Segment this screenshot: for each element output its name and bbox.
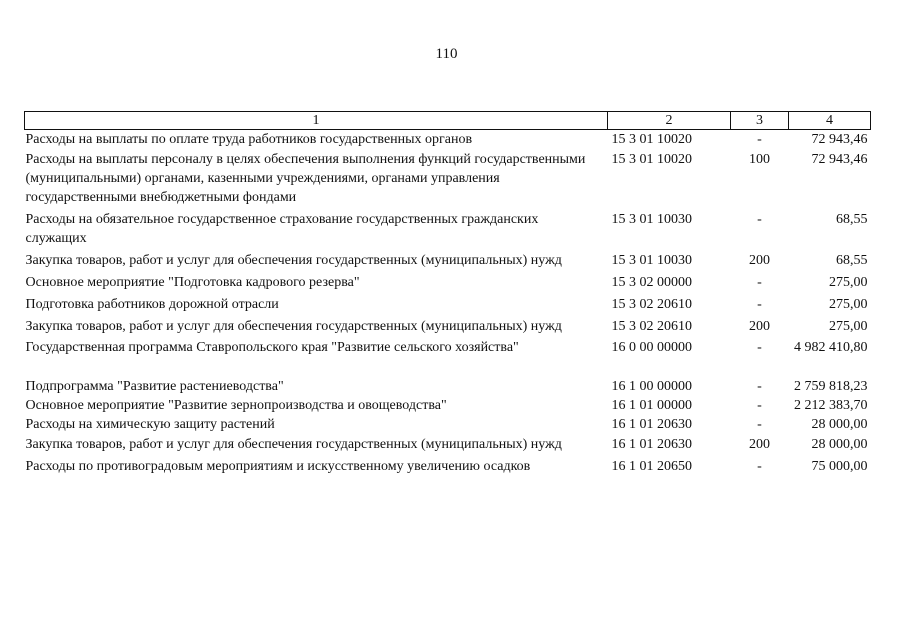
- row-kind: -: [757, 459, 762, 474]
- row-code: 15 3 01 10020: [611, 152, 692, 167]
- row-name: Расходы по противоградовым мероприятиям и искусственному увеличению осадков: [25, 459, 531, 474]
- row-amount: 68,55: [836, 253, 868, 268]
- row-name: Расходы на выплаты персоналу в целях обеспечения выполнения функций государственными (муниципальными) органами, казенными учреждениями, органами управления государственными внебюджетными фондами: [25, 152, 586, 205]
- row-kind: 200: [749, 437, 770, 452]
- row-amount: 275,00: [829, 275, 868, 290]
- row-amount: 275,00: [829, 319, 868, 334]
- table-row: [25, 316, 871, 338]
- row-kind: -: [757, 212, 762, 227]
- row-kind: -: [757, 297, 762, 312]
- row-kind: -: [757, 132, 762, 147]
- table-row: [25, 396, 871, 415]
- table-row: [25, 250, 871, 272]
- row-kind: -: [757, 379, 762, 394]
- row-code: 16 1 01 20630: [611, 417, 692, 432]
- column-header-2: 2: [608, 112, 731, 130]
- row-amount: 2 759 818,23: [794, 379, 868, 394]
- column-header-3: 3: [731, 112, 789, 130]
- row-amount: 28 000,00: [811, 417, 868, 432]
- row-kind: -: [757, 417, 762, 432]
- row-amount: 75 000,00: [811, 459, 868, 474]
- row-name: Закупка товаров, работ и услуг для обеспечения государственных (муниципальных) нужд: [25, 319, 562, 334]
- row-code: 15 3 02 00000: [611, 275, 692, 290]
- row-name: Закупка товаров, работ и услуг для обеспечения государственных (муниципальных) нужд: [25, 437, 562, 452]
- row-amount: 2 212 383,70: [794, 398, 868, 413]
- row-kind: 200: [749, 253, 770, 268]
- row-code: 15 3 01 10020: [611, 132, 692, 147]
- column-header-4: 4: [789, 112, 871, 130]
- row-name: Основное мероприятие "Подготовка кадрового резерва": [25, 275, 360, 290]
- table-row: [25, 377, 871, 396]
- table-row: [25, 209, 871, 250]
- row-amount: 4 982 410,80: [794, 340, 868, 355]
- page-number: 110: [435, 46, 458, 62]
- budget-table: [24, 111, 871, 478]
- row-kind: -: [757, 275, 762, 290]
- row-code: 16 1 01 00000: [611, 398, 692, 413]
- row-amount: 72 943,46: [811, 152, 868, 167]
- row-name: Расходы на выплаты по оплате труда работников государственных органов: [25, 132, 473, 147]
- row-code: 15 3 02 20610: [611, 319, 692, 334]
- row-amount: 72 943,46: [811, 132, 868, 147]
- row-code: 15 3 01 10030: [611, 212, 692, 227]
- column-header-1: 1: [25, 112, 608, 130]
- header-row: [25, 112, 871, 130]
- row-code: 16 1 00 00000: [611, 379, 692, 394]
- row-amount: 275,00: [829, 297, 868, 312]
- row-kind: 200: [749, 319, 770, 334]
- row-name: Государственная программа Ставропольского края "Развитие сельского хозяйства": [25, 340, 519, 355]
- row-code: 16 1 01 20650: [611, 459, 692, 474]
- table-row: [25, 149, 871, 209]
- table-row: [25, 130, 871, 150]
- row-name: Подготовка работников дорожной отрасли: [25, 297, 279, 312]
- row-name: Расходы на обязательное государственное страхование государственных гражданских служащих: [25, 212, 539, 246]
- row-amount: 28 000,00: [811, 437, 868, 452]
- table-row: [25, 272, 871, 294]
- row-name: Расходы на химическую защиту растений: [25, 417, 275, 432]
- row-kind: -: [757, 398, 762, 413]
- row-kind: -: [757, 340, 762, 355]
- row-amount: 68,55: [836, 212, 868, 227]
- table-row: [25, 434, 871, 456]
- row-kind: 100: [749, 152, 770, 167]
- row-name: Основное мероприятие "Развитие зернопроизводства и овощеводства": [25, 398, 447, 413]
- table-row: [25, 415, 871, 434]
- table-row: [25, 338, 871, 377]
- table-row: [25, 294, 871, 316]
- row-code: 16 1 01 20630: [611, 437, 692, 452]
- row-code: 15 3 02 20610: [611, 297, 692, 312]
- row-code: 15 3 01 10030: [611, 253, 692, 268]
- row-name: Подпрограмма "Развитие растениеводства": [25, 379, 284, 394]
- table-row: [25, 456, 871, 478]
- row-name: Закупка товаров, работ и услуг для обеспечения государственных (муниципальных) нужд: [25, 253, 562, 268]
- row-code: 16 0 00 00000: [611, 340, 692, 355]
